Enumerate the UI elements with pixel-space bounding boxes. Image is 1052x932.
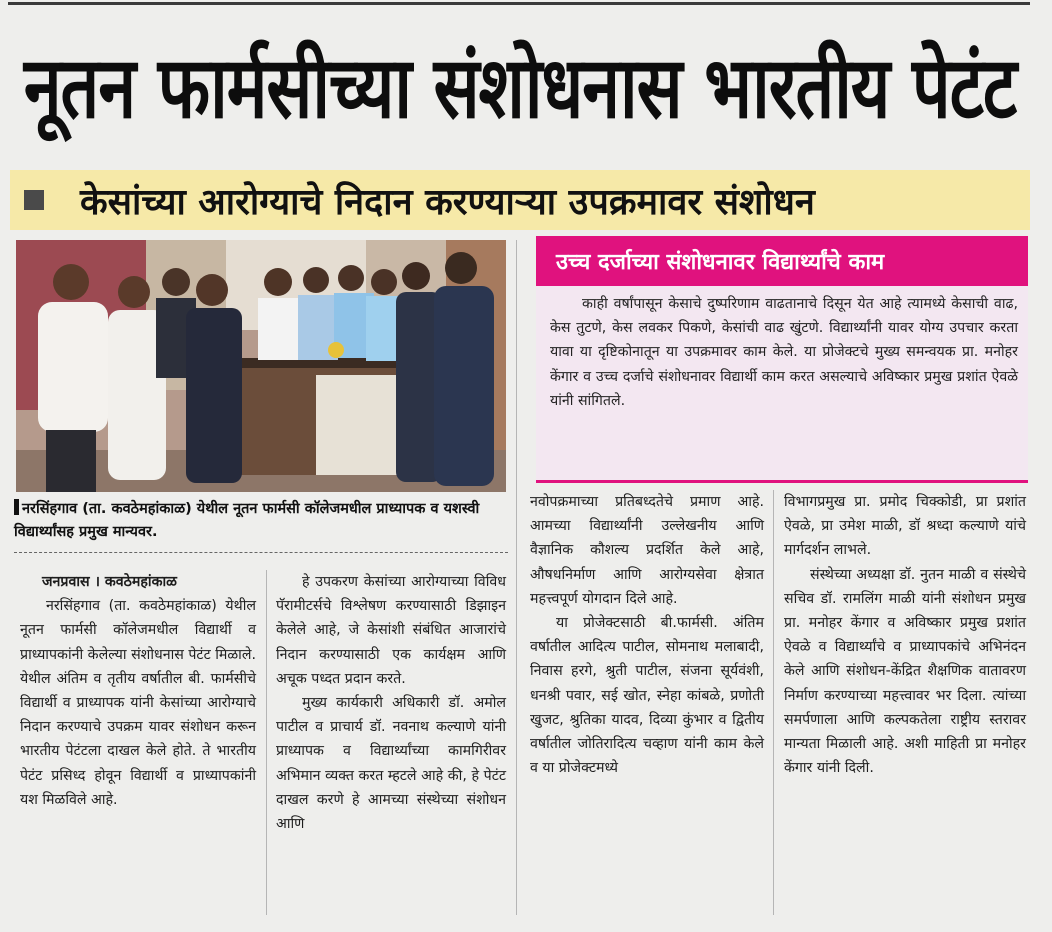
column-divider [773, 490, 774, 915]
article-paragraph: नवोपक्रमाच्या प्रतिबध्दतेचे प्रमाण आहे. आमच्या विद्यार्थ्यांनी उल्लेखनीय आणि वैज्ञानिक कौशल्य प्रदर्शित केले आहे, औषधनिर्माण आणि आरोग्यसेवा क्षेत्रात महत्त्वपूर्ण योगदान दिले आहे. [530, 494, 764, 607]
sidebar-body: काही वर्षांपासून केसाचे दुष्परिणाम वाढतानाचे दिसून येत आहे त्यामध्ये केसाची वाढ, केस तुटणे, केस लवकर पिकणे, केसांची वाढ खुंटणे. विद्यार्थ्यांनी यावर योग्य उपचार करता यावा या दृष्टिकोनातून या उपक्रमावर काम केले. या प्रोजेक्टचे मुख्य समन्वयक प्रा. मनोहर केंगार व उच्च दर्जाचे संशोधनावर विद्यार्थी काम करत असल्याचे अविष्कार प्रमुख प्रशांत ऐवळे यांनी सांगितले. [550, 296, 1018, 409]
photo-caption-text: नरसिंहगाव (ता. कवठेमहांकाळ) येथील नूतन फार्मसी कॉलेजमधील प्राध्यापक व यशस्वी विद्यार्थ्यांसह प्रमुख मान्यवर. [14, 501, 480, 540]
article-paragraph: संस्थेच्या अध्यक्षा डॉ. नुतन माळी व संस्थेचे सचिव डॉ. रामलिंग माळी यांनी संशोधन प्रमुख प्रा. मनोहर केंगार व अविष्कार प्रमुख प्रशांत ऐवळे व विद्यार्थ्यांचे व प्राध्यापकांचे अभिनंदन केले आणि संशोधन-केंद्रित शैक्षणिक वातावरण निर्माण करण्याच्या महत्त्वावर भर दिला. त्यांच्या समर्पणाला आणि कल्पकतेला राष्ट्रीय स्तरावर मान्यता मिळाली आहे. अशी माहिती प्रा मनोहर केंगार यांनी दिली. [784, 566, 1026, 777]
caption-divider [14, 552, 508, 553]
column-divider [266, 570, 267, 915]
group-photo [16, 240, 506, 492]
subheadline-bar [10, 170, 1030, 230]
group-photo-illustration [16, 240, 506, 492]
article-paragraph: विभागप्रमुख प्रा. प्रमोद चिक्कोडी, प्रा प्रशांत ऐवळे, प्रा उमेश माळी, डॉ श्रध्दा कल्याणे यांचे मार्गदर्शन लाभले. [784, 494, 1026, 559]
article-column-4 [784, 490, 1026, 780]
article-column-2 [276, 570, 506, 836]
article-paragraph: या प्रोजेक्टसाठी बी.फार्मसी. अंतिम वर्षातील आदित्य पाटील, सोमनाथ मलाबादी, निवास हरगे, श्रुती पाटील, संजना सूर्यवंशी, धनश्री पवार, सई खोत, स्नेहा कांबळे, प्रणोती खुजट, श्रुतिका यादव, दिव्या कुंभार व द्वितीय वर्षातील जोतिरादित्य चव्हाण यांनी काम केले व या प्रोजेक्टमध्ये [530, 615, 764, 777]
column-divider [516, 240, 517, 915]
bullet-square-icon [24, 190, 44, 210]
article-paragraph: हे उपकरण केसांच्या आरोग्याच्या विविध पॅरामीटर्सचे विश्लेषण करण्यासाठी डिझाइन केलेले आहे, जे केसांशी संबंधित आजारांचे निदान करण्यासाठी एक कार्यक्षम आणि अचूक पध्दत प्रदान करते. [276, 574, 506, 687]
article-column-1 [20, 570, 256, 812]
article-column-3 [530, 490, 764, 780]
subheadline: केसांच्या आरोग्याचे निदान करण्याऱ्या उपक्रमावर संशोधन [80, 181, 815, 223]
caption-marker [14, 499, 19, 515]
headline: नूतन फार्मसीच्या संशोधनास भारतीय पेटंट [23, 38, 1017, 138]
sidebar-box [536, 286, 1028, 482]
article-paragraph: नरसिंहगाव (ता. कवठेमहांकाळ) येथील नूतन फार्मसी कॉलेजमधील विद्यार्थी व प्राध्यापकांनी केलेल्या संशोधनास पेटंट मिळाले. येथील अंतिम व तृतीय वर्षातील बी. फार्मसीचे विद्यार्थी व प्राध्यापक यांनी केसांच्या आरोग्याचे निदान करण्याचे उपक्रम यावर संशोधन करून भारतीय पेटंटला दाखल केले होते. ते भारतीय पेटंट प्रसिध्द होवून विद्यार्थी व प्राध्यापकांनी यश मिळविले आहे. [20, 598, 256, 808]
dateline: जनप्रवास । कवठेमहांकाळ [42, 574, 177, 590]
photo-caption [14, 498, 512, 544]
sidebar-title: उच्च दर्जाच्या संशोधनावर विद्यार्थ्यांचे काम [536, 236, 1028, 286]
sidebar-rule [536, 480, 1028, 483]
article-paragraph: मुख्य कार्यकारी अधिकारी डॉ. अमोल पाटील व प्राचार्य डॉ. नवनाथ कल्याणे यांनी प्राध्यापक व विद्यार्थ्यांच्या कामगिरीवर अभिमान व्यक्त करत म्हटले आहे की, हे पेटंट दाखल करणे हे आमच्या संस्थेच्या संशोधन आणि [276, 695, 506, 833]
